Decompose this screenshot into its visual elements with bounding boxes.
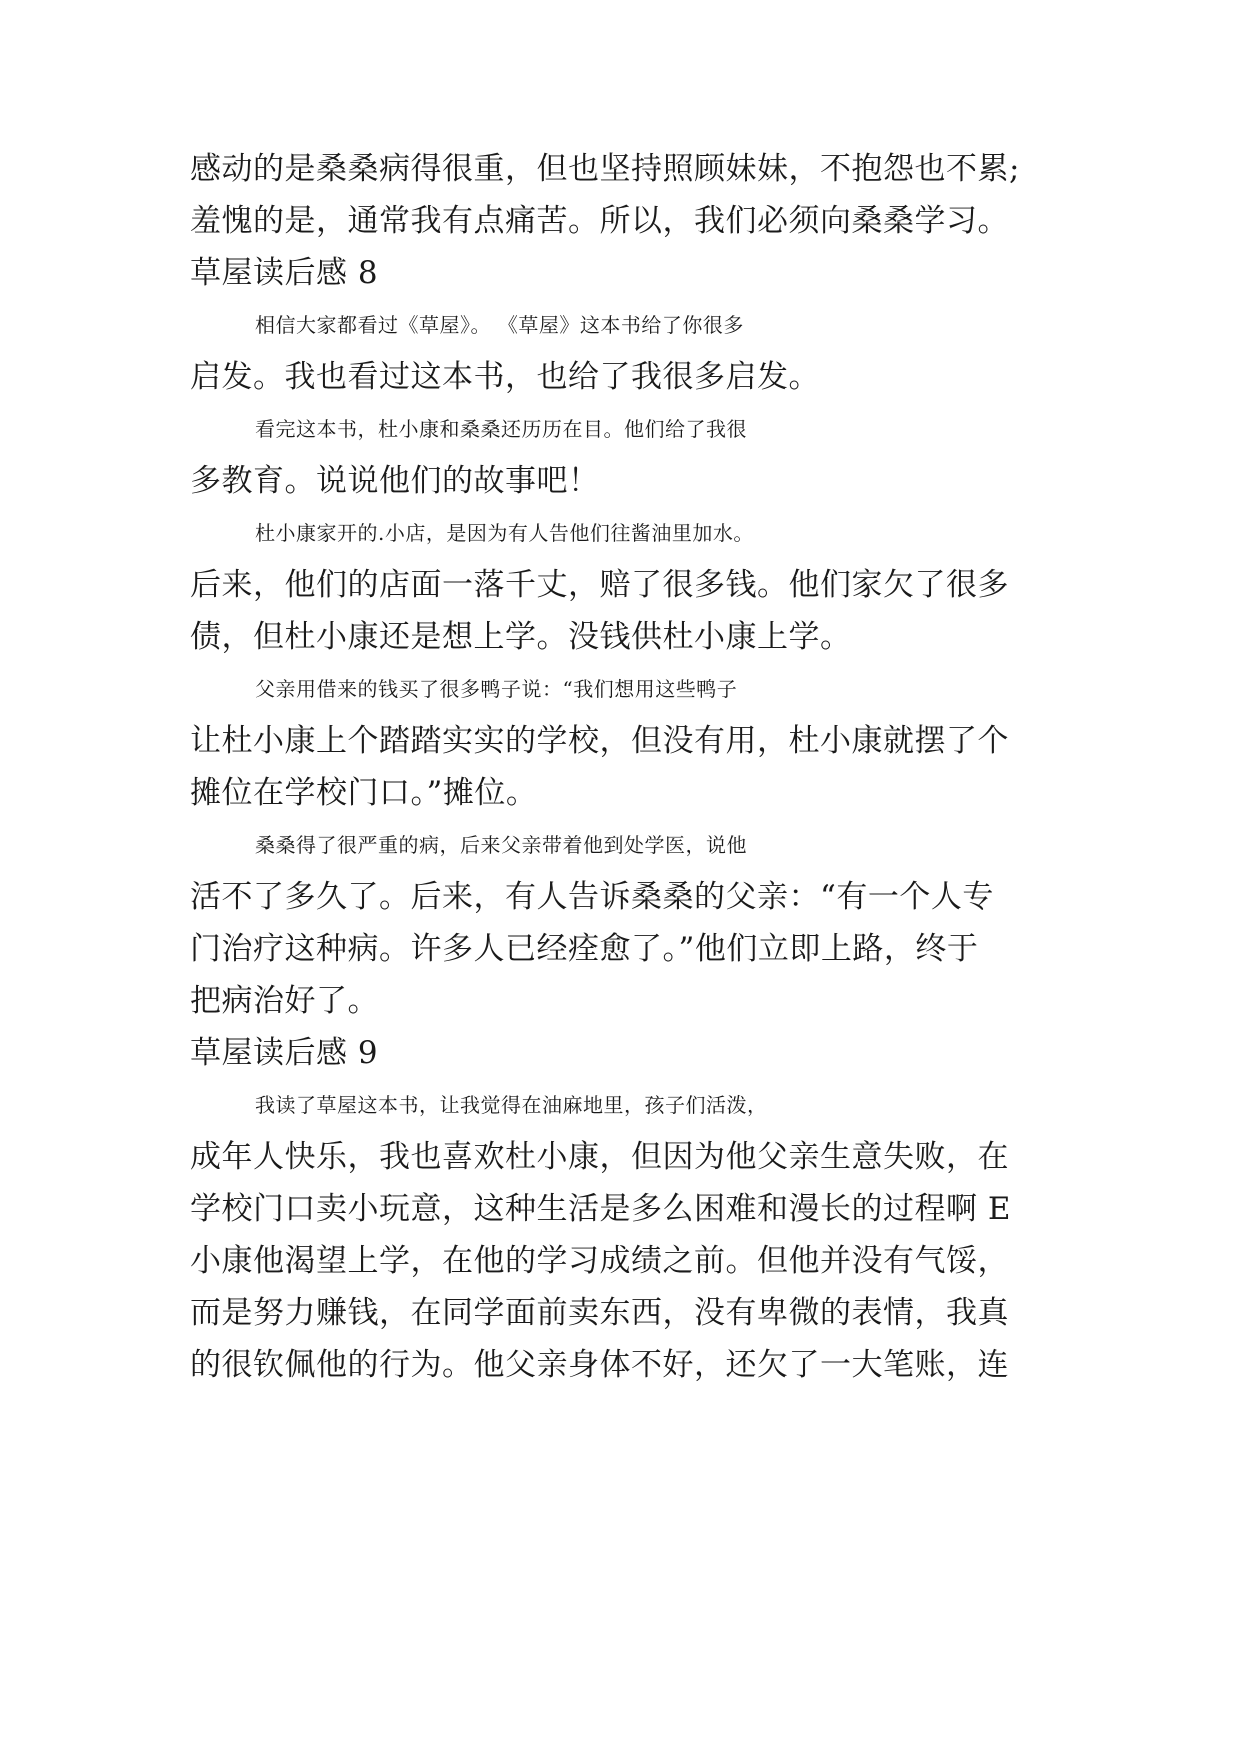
text-line: 羞愧的是，通常我有点痛苦。所以，我们必须向桑桑学习。 xyxy=(190,203,1009,239)
paragraph-start: 我读了草屋这本书，让我觉得在油麻地里，孩子们活泼， xyxy=(255,1093,768,1117)
paragraph-start: 桑桑得了很严重的病，后来父亲带着他到处学医，说他 xyxy=(255,833,747,857)
text-line: 多教育。说说他们的故事吧！ xyxy=(190,463,600,499)
text-line: 成年人快乐，我也喜欢杜小康，但因为他父亲生意失败，在 xyxy=(190,1139,1009,1175)
text-line: 把病治好了。 xyxy=(190,983,379,1019)
paragraph-start: 看完这本书，杜小康和桑桑还历历在目。他们给了我很 xyxy=(255,417,747,441)
text-line: 后来，他们的店面一落千丈，赔了很多钱。他们家欠了很多 xyxy=(190,567,1009,603)
section-heading: 草屋读后感 9 xyxy=(190,1035,379,1071)
text-line: 启发。我也看过这本书，也给了我很多启发。 xyxy=(190,359,820,395)
paragraph-start: 杜小康家开的.小店，是因为有人告他们往酱油里加水。 xyxy=(255,521,754,545)
text-line: 的很钦佩他的行为。他父亲身体不好，还欠了一大笔账，连 xyxy=(190,1347,1009,1383)
paragraph-start: 父亲用借来的钱买了很多鸭子说：“我们想用这些鸭子 xyxy=(255,677,738,701)
text-line: 债，但杜小康还是想上学。没钱供杜小康上学。 xyxy=(190,619,852,655)
text-line: 摊位在学校门口。”摊位。 xyxy=(190,775,538,811)
paragraph-start: 相信大家都看过《草屋》。 《草屋》这本书给了你很多 xyxy=(255,313,744,337)
text-line: 而是努力赚钱，在同学面前卖东西，没有卑微的表情，我真 xyxy=(190,1295,1009,1331)
text-line: 小康他渴望上学，在他的学习成绩之前。但他并没有气馁， xyxy=(190,1243,1009,1279)
text-line: 门治疗这种病。许多人已经痊愈了。”他们立即上路，终于 xyxy=(190,931,979,967)
text-line: 感动的是桑桑病得很重，但也坚持照顾妹妹，不抱怨也不累; xyxy=(190,151,1020,187)
text-line: 活不了多久了。后来，有人告诉桑桑的父亲：“有一个人专 xyxy=(190,879,994,915)
text-line: 让杜小康上个踏踏实实的学校，但没有用，杜小康就摆了个 xyxy=(190,723,1009,759)
section-heading: 草屋读后感 8 xyxy=(190,255,379,291)
text-line: 学校门口卖小玩意，这种生活是多么困难和漫长的过程啊 E xyxy=(190,1191,1011,1227)
